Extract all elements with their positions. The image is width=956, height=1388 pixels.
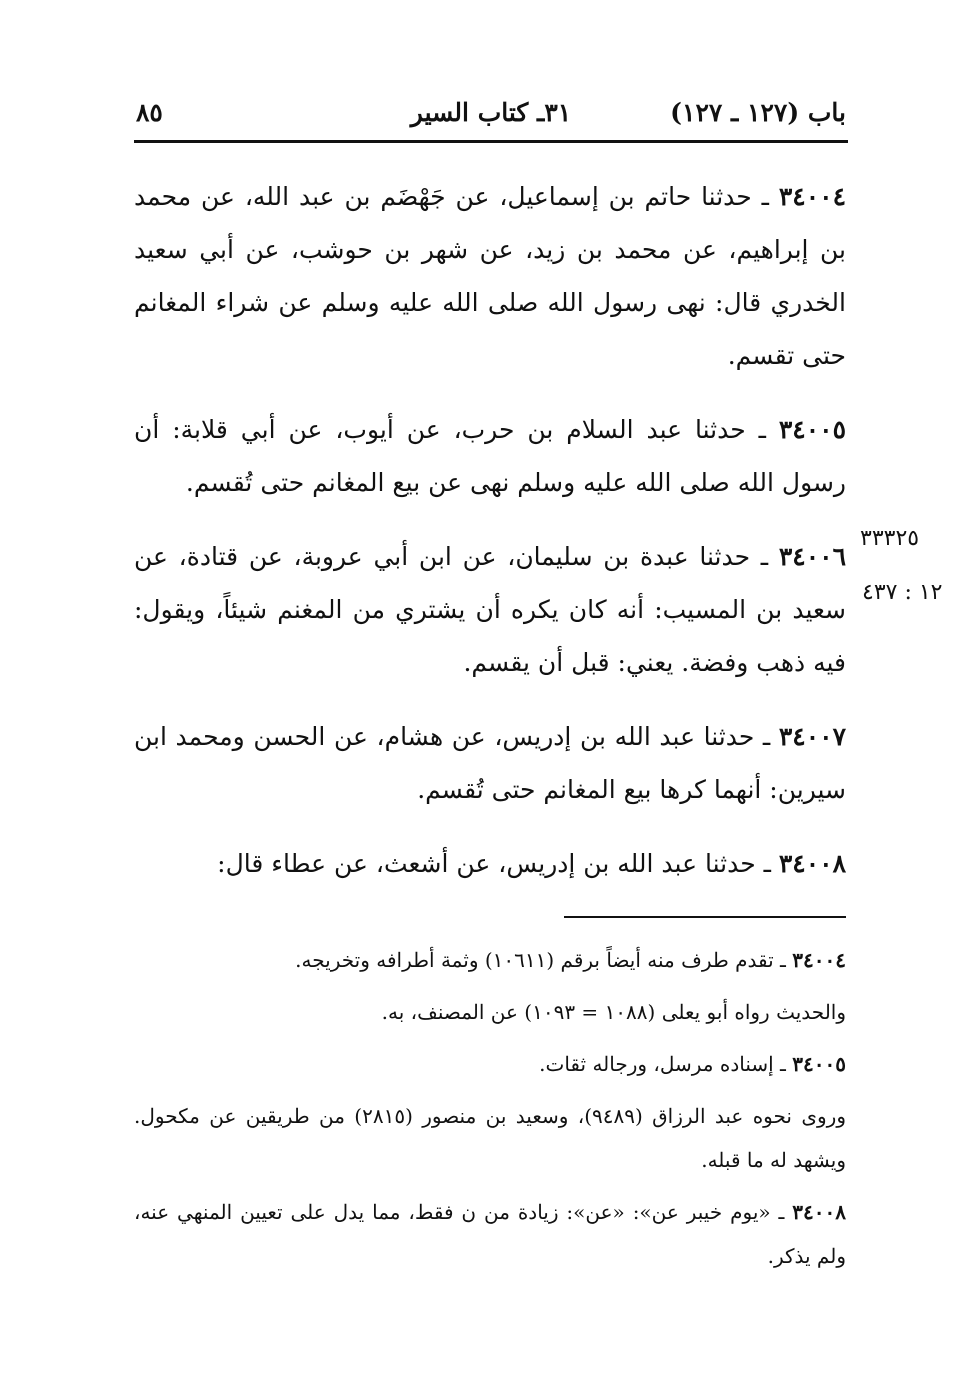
footnote-text: ـ تقدم طرف منه أيضاً برقم (١٠٦١١) وثمة أطرافه وتخريجه. xyxy=(295,948,793,972)
margin-reference: ٣٣٣٢٥ xyxy=(860,526,920,551)
chapter-range: باب (١٢٧ ـ ١٢٧) xyxy=(670,98,846,127)
header-rule xyxy=(134,140,848,143)
margin-reference: ١٢ : ٤٣٧ xyxy=(862,580,943,605)
hadith-number: ٣٤٠٠٤ xyxy=(778,182,846,211)
footnote-text: ـ «يوم خيبر عن»: «عن»: زيادة من ن فقط، مما يدل على تعيين المنهي عنه، ولم يذكر. xyxy=(134,1200,846,1268)
hadith-entry xyxy=(134,403,846,509)
footnote-number: ٣٤٠٠٤ xyxy=(792,948,846,972)
page-number: ٨٥ xyxy=(136,98,163,127)
footnote-number: ٣٤٠٠٥ xyxy=(792,1052,846,1076)
page-header xyxy=(136,92,846,136)
footnote xyxy=(134,938,846,982)
hadith-number: ٣٤٠٠٦ xyxy=(778,542,846,571)
hadith-text: ـ حدثنا عبد الله بن إدريس، عن أشعث، عن عطاء قال: xyxy=(217,849,779,878)
footnote xyxy=(134,1042,846,1086)
hadith-number: ٣٤٠٠٥ xyxy=(778,415,846,444)
footnote-separator xyxy=(564,916,846,918)
book-title: ٣١ـ كتاب السير xyxy=(410,98,572,127)
hadith-number: ٣٤٠٠٧ xyxy=(778,722,846,751)
hadith-text: ـ حدثنا عبدة بن سليمان، عن ابن أبي عروبة، عن قتادة، عن سعيد بن المسيب: أنه كان يكره أن يشتري من المغنم شيئاً، ويقول: فيه ذهب وفضة. يعني: قبل أن يقسم. xyxy=(134,542,846,677)
hadith-list xyxy=(134,170,846,911)
hadith-entry xyxy=(134,710,846,816)
hadith-number: ٣٤٠٠٨ xyxy=(778,849,846,878)
footnote xyxy=(134,1190,846,1278)
footnote-text: ـ إسناده مرسل، ورجاله ثقات. xyxy=(539,1052,793,1076)
footnotes xyxy=(134,938,846,1286)
hadith-entry xyxy=(134,530,846,689)
footnote-number: ٣٤٠٠٨ xyxy=(792,1200,846,1224)
footnote xyxy=(134,990,846,1034)
footnote-text: والحديث رواه أبو يعلى (١٠٨٨ = ١٠٩٣) عن المصنف، به. xyxy=(381,1000,846,1024)
footnote-text: وروى نحوه عبد الرزاق (٩٤٨٩)، وسعيد بن منصور (٢٨١٥) من طريقين عن مكحول. ويشهد له ما قبله. xyxy=(134,1104,846,1172)
hadith-text: ـ حدثنا عبد السلام بن حرب، عن أيوب، عن أبي قلابة: أن رسول الله صلى الله عليه وسلم نهى عن بيع المغانم حتى تُقسم. xyxy=(134,415,846,497)
hadith-entry xyxy=(134,837,846,890)
hadith-entry xyxy=(134,170,846,382)
hadith-text: ـ حدثنا حاتم بن إسماعيل، عن جَهْضَم بن عبد الله، عن محمد بن إبراهيم، عن محمد بن زيد، عن شهر بن حوشب، عن أبي سعيد الخدري قال: نهى رسول الله صلى الله عليه وسلم عن شراء المغانم حتى تقسم. xyxy=(134,182,846,370)
hadith-text: ـ حدثنا عبد الله بن إدريس، عن هشام، عن الحسن ومحمد ابن سيرين: أنهما كرها بيع المغانم حتى تُقسم. xyxy=(134,722,846,804)
footnote xyxy=(134,1094,846,1182)
